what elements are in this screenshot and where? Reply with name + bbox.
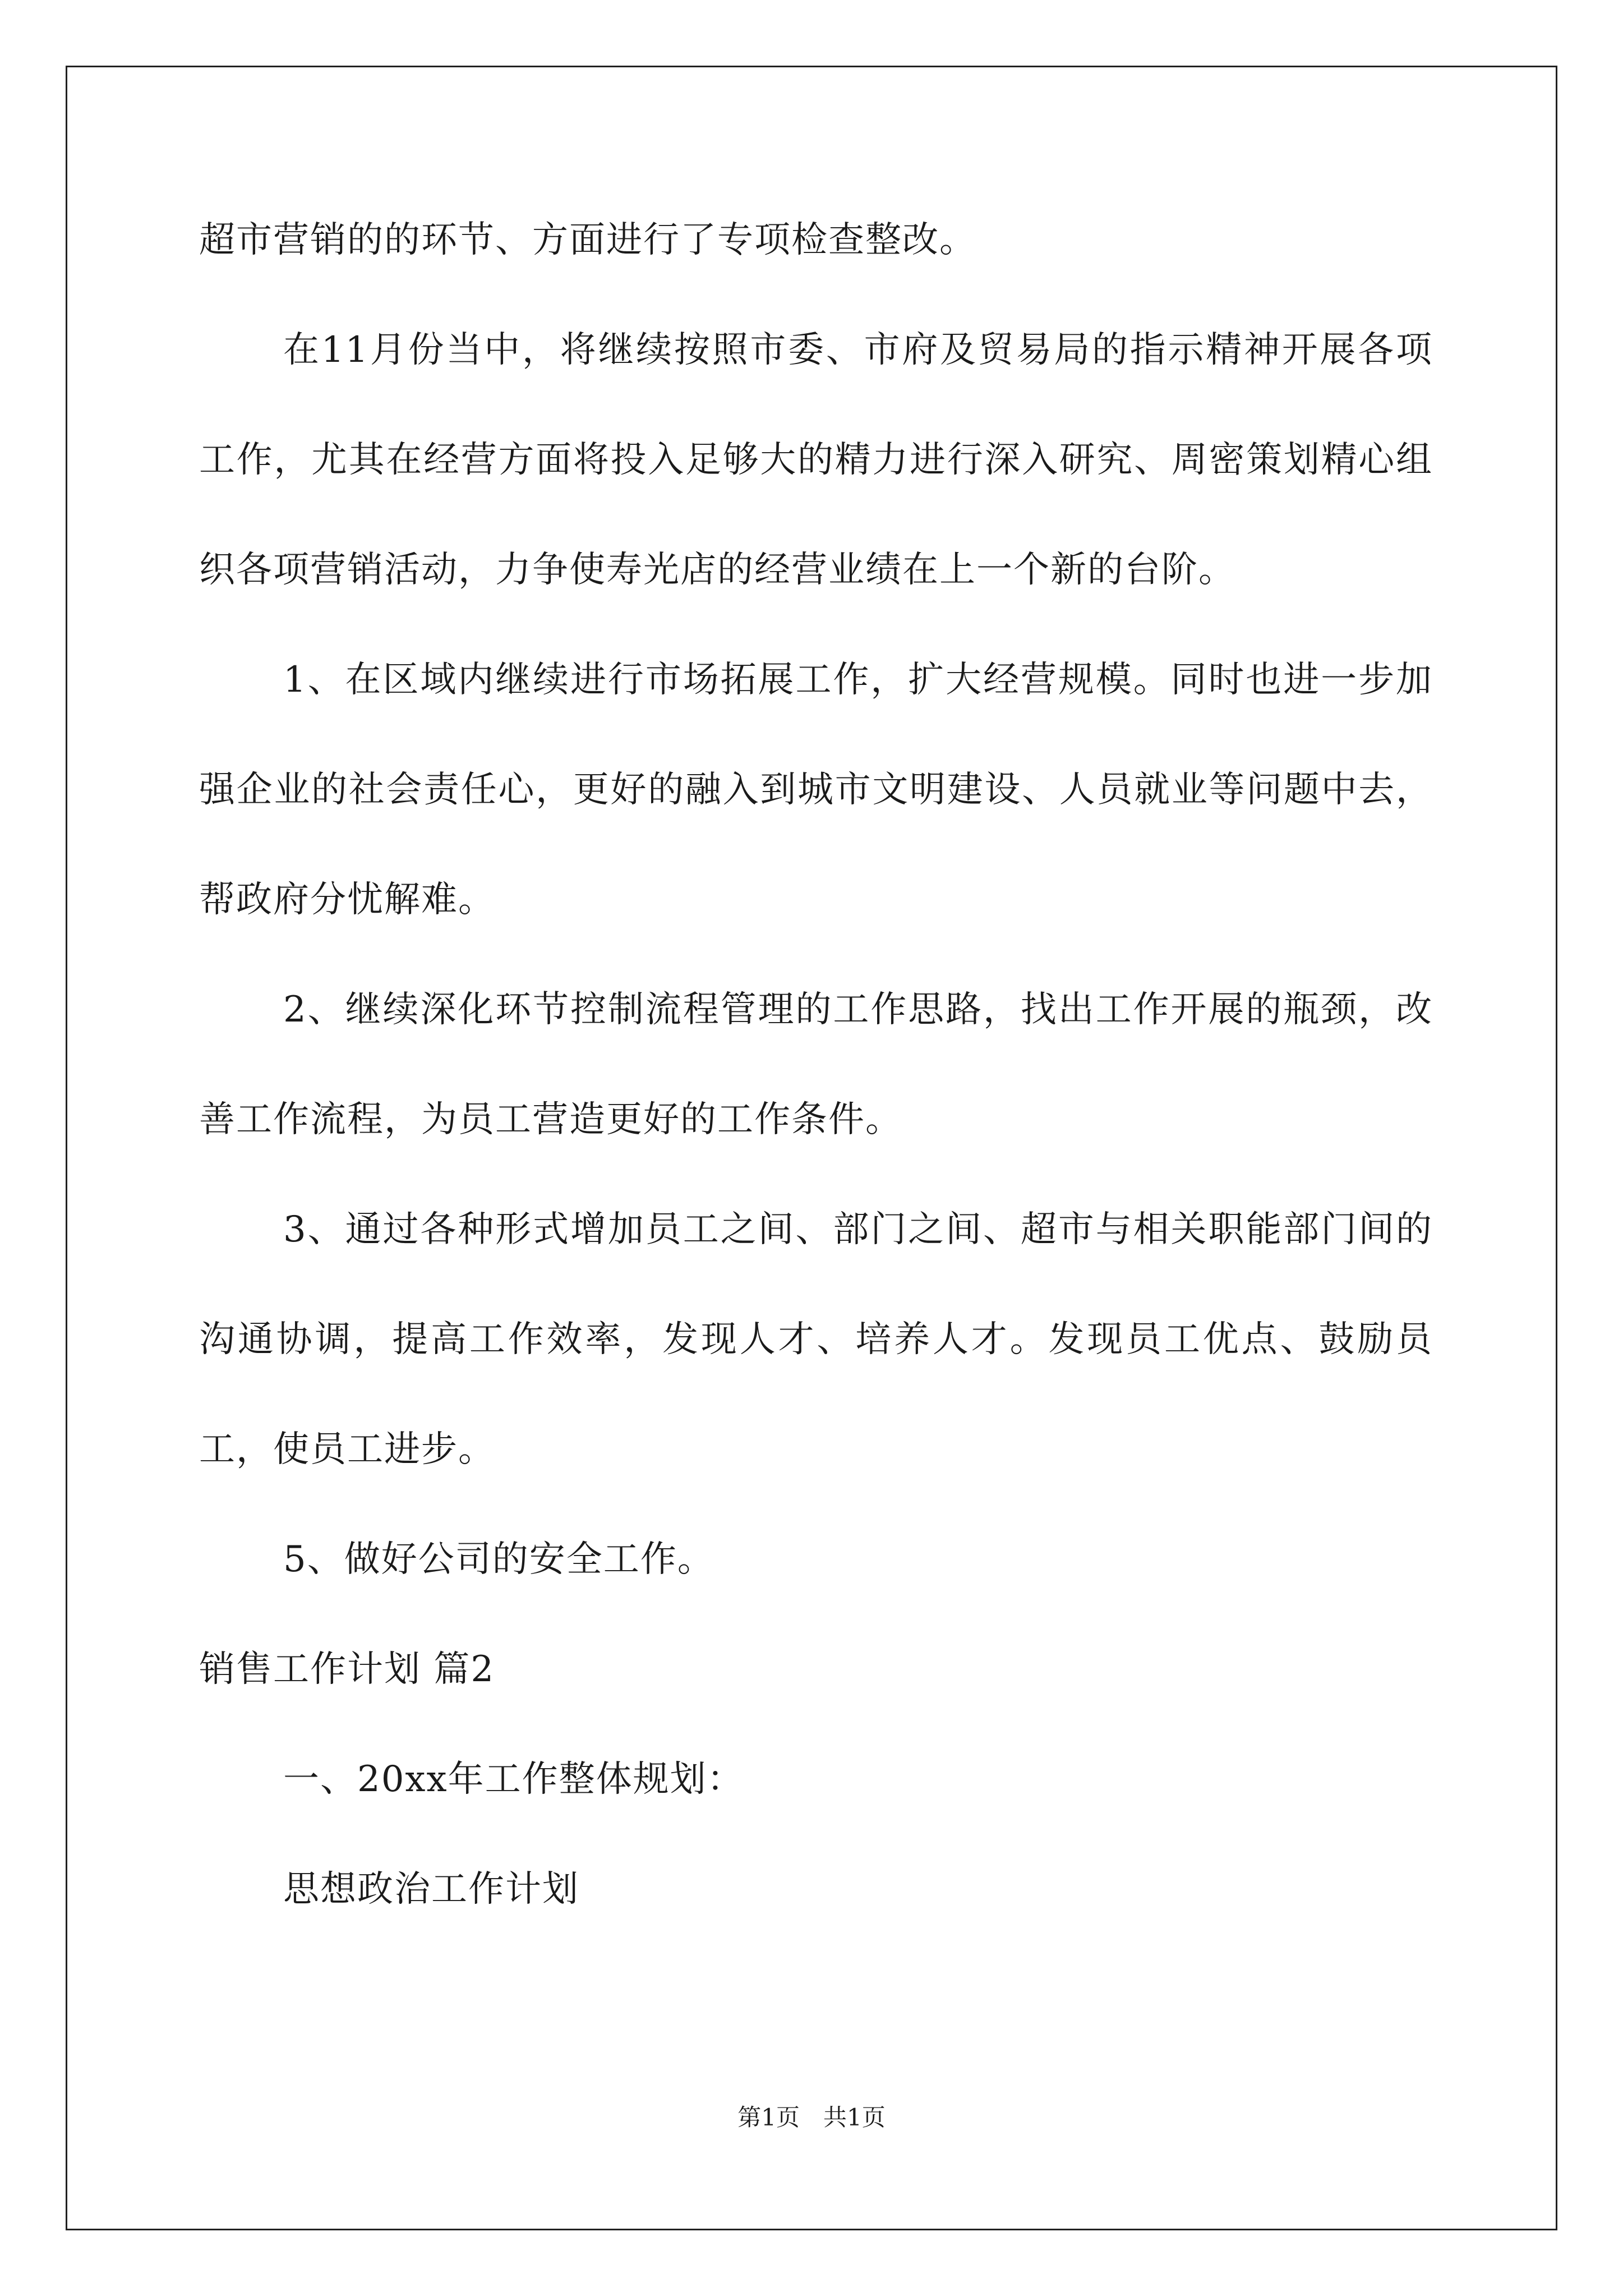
section-heading: 销售工作计划 篇2 <box>199 1649 495 1690</box>
subheading-political-work: 思想政治工作计划 <box>283 1869 579 1910</box>
page-number-footer: 第1页 共1页 <box>737 2104 886 2131</box>
document-body <box>199 185 1433 1944</box>
paragraph-item-5: 5、做好公司的安全工作。 <box>283 1539 714 1580</box>
paragraph-item-1: 1、在区域内继续进行市场拓展工作，扩大经营规模。同时也进一步加强企业的社会责任心，更好的融入到城市文明建设、人员就业等问题中去，帮政府分忧解难。 <box>199 659 1433 921</box>
paragraph-intro: 超市营销的的环节、方面进行了专项检查整改。 <box>199 219 976 261</box>
paragraph-item-2: 2、继续深化环节控制流程管理的工作思路，找出工作开展的瓶颈，改善工作流程，为员工营造更好的工作条件。 <box>199 989 1433 1140</box>
paragraph-november-plan: 在11月份当中，将继续按照市委、市府及贸易局的指示精神开展各项工作，尤其在经营方面将投入足够大的精力进行深入研究、周密策划精心组织各项营销活动，力争使寿光店的经营业绩在上一个新的台阶。 <box>199 329 1433 591</box>
subheading-yearly-plan: 一、20xx年工作整体规划： <box>283 1759 744 1800</box>
paragraph-item-3: 3、通过各种形式增加员工之间、部门之间、超市与相关职能部门间的沟通协调，提高工作效率，发现人才、培养人才。发现员工优点、鼓励员工，使员工进步。 <box>199 1209 1433 1470</box>
